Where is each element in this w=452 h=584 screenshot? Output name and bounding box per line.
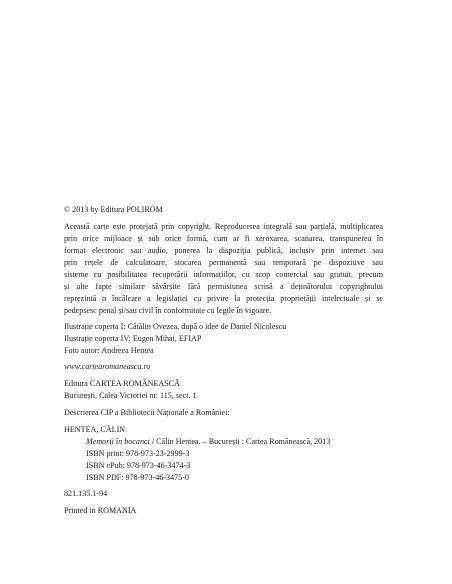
website-link[interactable]: www.cartearomaneasca.ro — [64, 362, 151, 371]
classification-code: 821.135.1-94 — [64, 489, 108, 498]
cip-author: HENTEA, CĂLIN — [64, 425, 126, 434]
isbn-print: ISBN print: 978-973-23-2999-3 — [86, 449, 190, 458]
legal-notice-line: prin orice mijloace și sub orice formă, cum ar fi xeroxarea, scanarea, transpunerea în — [64, 234, 383, 243]
cip-title-rest: / Călin Hentea. – București : Cartea Românească, 2013 — [149, 437, 331, 446]
printed-in: Printed in ROMANIA — [64, 506, 137, 515]
legal-notice-line: reprezintă o încălcare a legislației cu privire la protecția proprietății intelectuale și se — [64, 294, 383, 303]
copyright-notice: © 2013 by Editura POLIROM — [64, 205, 163, 214]
publisher-name: Editura CARTEA ROMÂNEASCĂ — [64, 379, 180, 388]
cip-title — [86, 437, 330, 447]
publisher-address: București, Calea Victoriei nr. 115, sect. 1 — [64, 391, 197, 400]
cip-title-italic: Memorii în bocanci — [86, 437, 150, 446]
legal-notice-line: format electronic sau audio, punerea la dispoziția publică, inclusiv prin internet sau — [64, 246, 383, 255]
author-photo-credit: Foto autor: Andreea Hentea — [64, 346, 154, 355]
legal-notice-line: și alte fapte similare săvârșite fără permisiunea scrisă a deținătorului copyrightului — [64, 282, 383, 291]
legal-notice-line: sisteme cu posibilitatea recuperării informațiilor, cu scop comercial sau gratuit, precum — [64, 270, 383, 279]
isbn-pdf: ISBN PDF: 978-973-46-3475-0 — [86, 473, 189, 482]
legal-notice-line: pedepsesc penal și/sau civil în conformitate cu legile în vigoare. — [64, 306, 272, 315]
cip-heading: Descrierea CIP a Bibliotecii Naționale a României: — [64, 408, 230, 417]
isbn-epub: ISBN ePub: 978-973-46-3474-3 — [86, 461, 191, 470]
legal-notice-line: prin rețele de calculatoare, stocarea permanentă sau temporară pe dispozitive sau — [64, 258, 383, 267]
cover-four-credit: Ilustrație coperta IV: Eugen Mihai, EFIAP — [64, 334, 202, 343]
legal-notice-line: Această carte este protejată prin copyright. Reproducerea integrală sau parțială, multiplicarea — [64, 222, 383, 231]
cover-one-credit: Ilustrație coperta I: Cătălin Ovezea, după o idee de Daniel Nicolescu — [64, 322, 287, 331]
